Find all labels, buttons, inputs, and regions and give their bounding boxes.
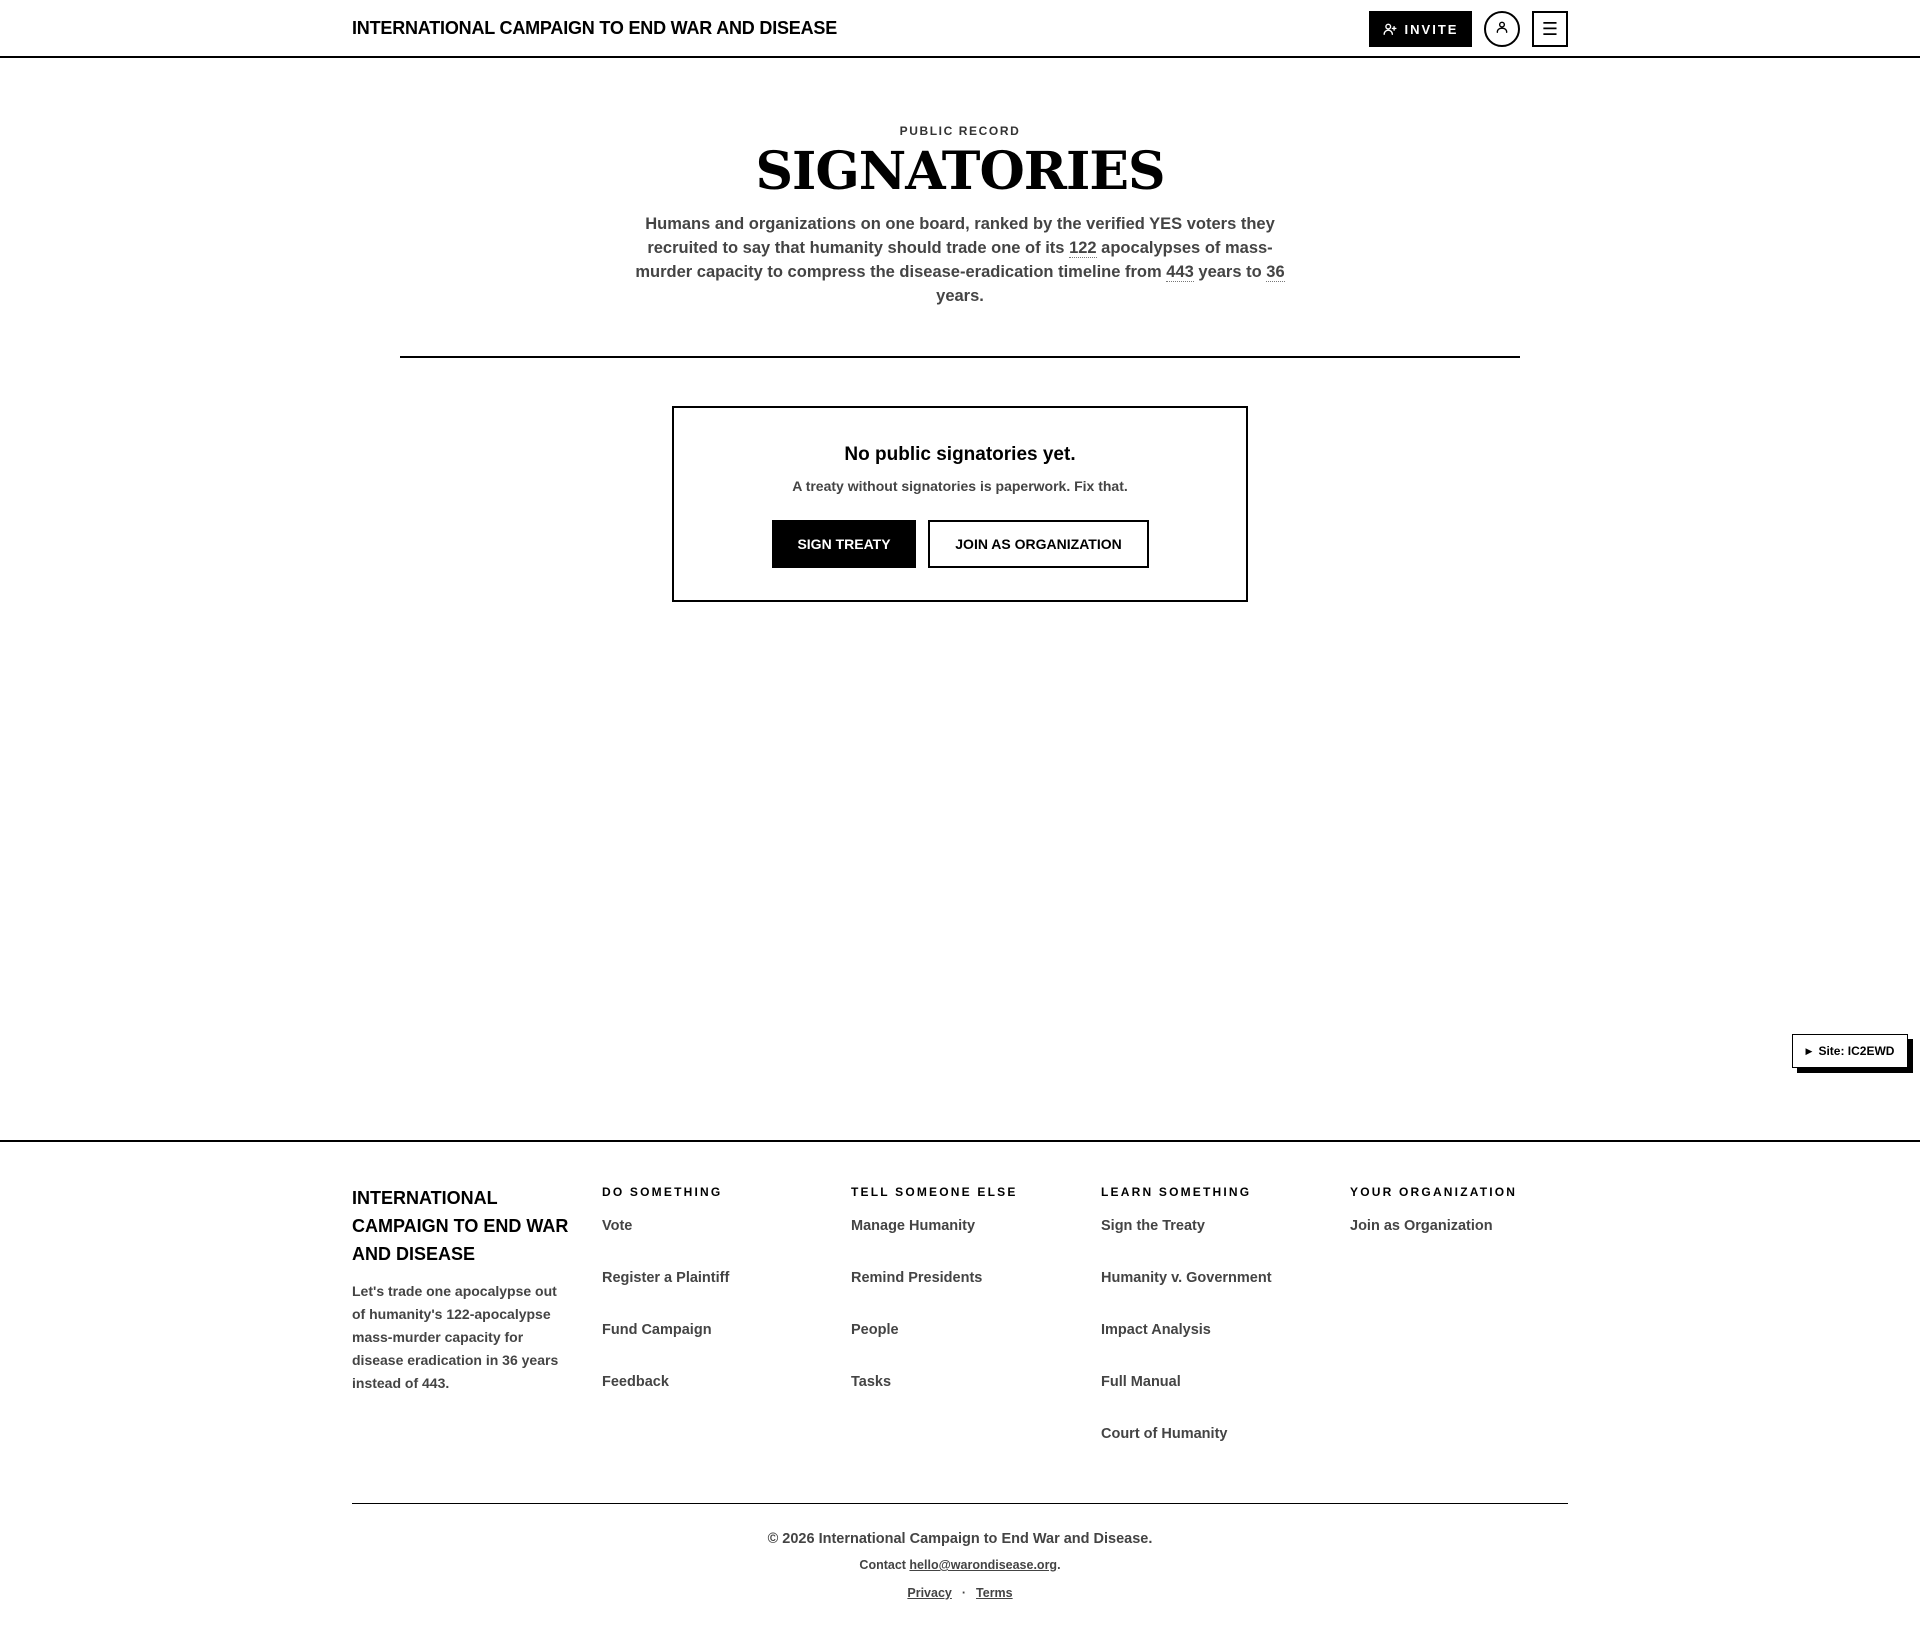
contact-suffix: . — [1057, 1558, 1061, 1572]
footer-link-humanity-v-government[interactable]: Humanity v. Government — [1101, 1270, 1272, 1286]
footer-link-join-as-organization[interactable]: Join as Organization — [1350, 1218, 1493, 1234]
footer-link-manage-humanity[interactable]: Manage Humanity — [851, 1218, 976, 1234]
empty-state-subtitle: A treaty without signatories is paperwork. Fix that. — [792, 478, 1128, 494]
footer-copyright: © 2026 International Campaign to End War and Disease. — [767, 1531, 1153, 1547]
legal-separator: · — [961, 1586, 967, 1600]
footer-link-remind-presidents[interactable]: Remind Presidents — [851, 1270, 983, 1286]
footer-link-impact-analysis[interactable]: Impact Analysis — [1101, 1322, 1211, 1338]
footer-link-tasks[interactable]: Tasks — [851, 1374, 892, 1390]
footer-link-fund-campaign[interactable]: Fund Campaign — [602, 1322, 712, 1338]
footer-tagline: Let's trade one apocalypse out of humanity's 122-apocalypse mass-murder capacity for disease eradication in 36 years instead of 443. — [352, 1283, 559, 1391]
page-title: SIGNATORIES — [755, 141, 1165, 202]
footer-contact — [0, 1558, 1920, 1572]
hamburger-menu-icon: ☰ — [1541, 18, 1559, 39]
site-badge-toggle[interactable] — [1792, 1034, 1908, 1068]
footer-link-people[interactable]: People — [851, 1322, 899, 1338]
privacy-link[interactable]: Privacy — [907, 1586, 952, 1600]
footer-column-your-organization — [1350, 1184, 1580, 1234]
page-eyebrow: PUBLIC RECORD — [899, 124, 1021, 138]
footer-link-feedback[interactable]: Feedback — [602, 1374, 669, 1390]
join-as-organization-button[interactable]: JOIN AS ORGANIZATION — [928, 520, 1149, 568]
footer-column-do-something — [602, 1184, 832, 1390]
play-arrow-icon: ▶ — [1805, 1045, 1813, 1056]
invite-button[interactable] — [1369, 11, 1472, 47]
menu-button[interactable] — [1532, 11, 1568, 47]
footer-link-court-of-humanity[interactable]: Court of Humanity — [1101, 1426, 1228, 1442]
site-footer — [0, 1140, 1920, 1639]
footer-link-register-plaintiff[interactable]: Register a Plaintiff — [602, 1270, 730, 1286]
site-brand-link[interactable]: INTERNATIONAL CAMPAIGN TO END WAR AND DISEASE — [352, 18, 838, 38]
user-plus-icon — [1383, 22, 1397, 36]
footer-column-tell-someone-else — [851, 1184, 1081, 1390]
footer-column-learn-something — [1101, 1184, 1331, 1442]
invite-button-label: INVITE — [1404, 21, 1459, 37]
footer-divider — [352, 1503, 1568, 1504]
footer-link-vote[interactable]: Vote — [602, 1218, 633, 1234]
footer-column-heading: TELL SOMEONE ELSE — [851, 1185, 1018, 1199]
apocalypse-count[interactable]: 122 — [1069, 239, 1097, 257]
section-divider — [400, 356, 1520, 358]
footer-legal-links — [0, 1586, 1920, 1600]
account-button[interactable] — [1484, 11, 1520, 47]
footer-column-heading: DO SOMETHING — [602, 1185, 723, 1199]
years-target[interactable]: 36 — [1266, 263, 1285, 281]
footer-column-heading: YOUR ORGANIZATION — [1350, 1185, 1518, 1199]
intro-text: apocalypses of mass-murder capacity to compress the disease-eradication timeline from — [635, 239, 1273, 281]
footer-link-sign-treaty[interactable]: Sign the Treaty — [1101, 1218, 1205, 1234]
terms-link[interactable]: Terms — [976, 1586, 1013, 1600]
footer-brand: INTERNATIONAL CAMPAIGN TO END WAR AND DISEASE — [352, 1188, 569, 1264]
footer-link-full-manual[interactable]: Full Manual — [1101, 1374, 1181, 1390]
empty-state-card — [672, 406, 1248, 602]
years-current[interactable]: 443 — [1166, 263, 1194, 281]
intro-text: years to — [1193, 263, 1267, 281]
intro-text: years. — [936, 287, 984, 305]
page-intro — [620, 212, 1300, 308]
empty-state-title: No public signatories yet. — [844, 444, 1076, 465]
sign-treaty-button[interactable]: SIGN TREATY — [772, 520, 916, 568]
site-header — [0, 0, 1920, 58]
site-badge-label: Site: IC2EWD — [1818, 1044, 1895, 1058]
intro-text: Humans and organizations on one board, ranked by the verified YES voters they recruited to say that humanity should trade one of its — [645, 215, 1275, 257]
user-icon — [1495, 20, 1509, 39]
contact-prefix: Contact — [859, 1558, 910, 1572]
contact-email-link[interactable]: hello@warondisease.org — [909, 1558, 1058, 1572]
footer-column-heading: LEARN SOMETHING — [1101, 1185, 1252, 1199]
